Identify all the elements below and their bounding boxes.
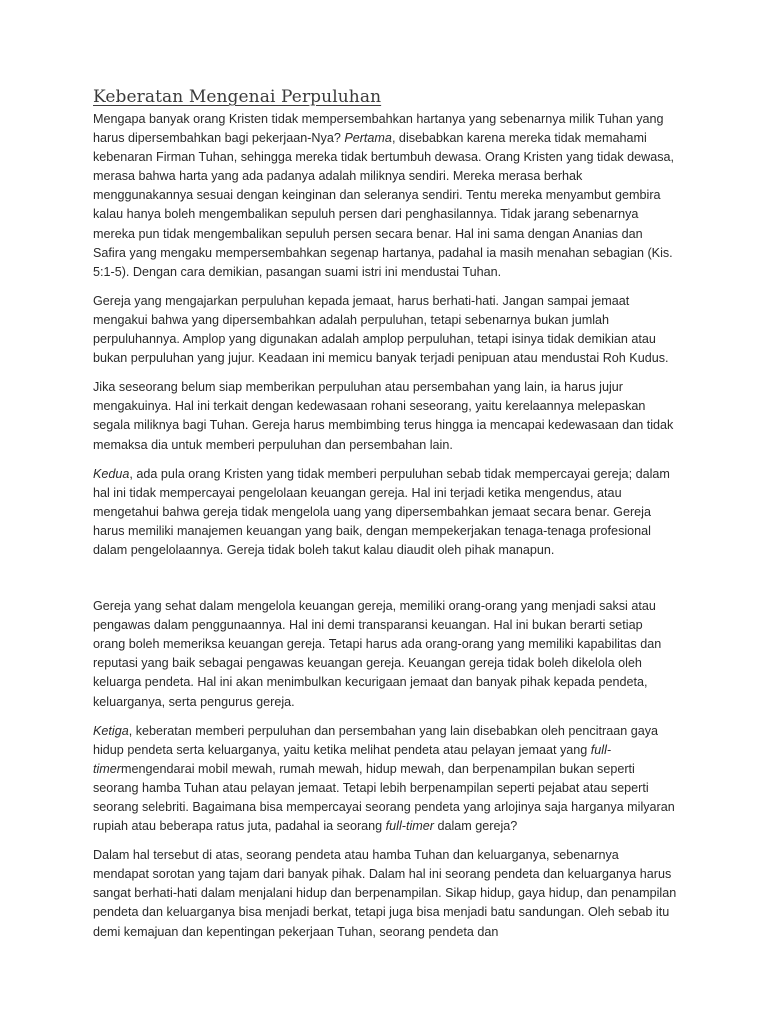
paragraph-4-emphasis-kedua: Kedua <box>93 466 130 481</box>
paragraph-4 <box>93 465 677 560</box>
paragraph-6-text-d: mengendarai mobil mewah, rumah mewah, hidup mewah, dan berpenampilan bukan seperti seorang hamba Tuhan atau pelayan jemaat. Tetapi lebih berpenampilan seperti pejabat atau seperti seorang selebriti. Bagaimana bisa mempercayai seorang pendeta yang arlojinya saja harganya milyaran rupiah atau beberapa ratus juta, padahal ia seorang <box>93 761 675 834</box>
paragraph-6 <box>93 722 677 837</box>
paragraph-6-emphasis-full-timer-1: full-timer <box>93 742 612 776</box>
paragraph-6-text-b: , keberatan memberi perpuluhan dan persembahan yang lain disebabkan oleh pencitraan gaya hidup pendeta serta keluarganya, yaitu ketika melihat pendeta atau pelayan jemaat yang <box>93 723 659 757</box>
document-title: Keberatan Mengenai Perpuluhan <box>93 87 382 107</box>
paragraph-4-text-b: , ada pula orang Kristen yang tidak memberi perpuluhan sebab tidak mempercayai gereja; dalam hal ini tidak mempercayai pengelolaan keuangan gereja. Hal ini terjadi ketika mengendus, atau mengetahui bahwa gereja tidak mengelola uang yang dipersembahkan jemaat secara benar. Gereja harus memiliki manajemen keuangan yang baik, dengan mempekerjakan tenaga-tenaga profesional dalam pengelolaannya. Gereja tidak boleh takut kalau diaudit oleh pihak manapun. <box>93 466 670 557</box>
paragraph-7: Dalam hal tersebut di atas, seorang pendeta atau hamba Tuhan dan keluarganya, sebenarnya mendapat sorotan yang tajam dari banyak pihak. Dalam hal ini seorang pendeta dan keluarganya harus sangat berhati-hati dalam menjalani hidup dan berpenampilan. Sikap hidup, gaya hidup, dan penampilan pendeta dan keluarganya bisa menjadi berkat, tetapi juga bisa menjadi batu sandungan. Oleh sebab itu demi kemajuan dan kepentingan pekerjaan Tuhan, seorang pendeta dan <box>93 848 677 939</box>
paragraph-2: Gereja yang mengajarkan perpuluhan kepada jemaat, harus berhati-hati. Jangan sampai jemaat mengakui bahwa yang dipersembahkan adalah perpuluhan, tetapi sebenarnya bukan jumlah perpuluhannya. Amplop yang digunakan adalah amplop perpuluhan, tetapi isinya tidak demikian atau bukan perpuluhan yang jujur. Keadaan ini memicu banyak terjadi penipuan atau mendustai Roh Kudus. <box>93 293 669 366</box>
paragraph-1-text-a: Mengapa banyak orang Kristen tidak mempersembahkan hartanya yang sebenarnya milik Tuhan yang harus dipersembahkan bagi pekerjaan-Nya? <box>93 112 664 146</box>
paragraph-5: Gereja yang sehat dalam mengelola keuangan gereja, memiliki orang-orang yang menjadi saksi atau pengawas dalam penggunaannya. Hal ini demi transparansi keuangan. Hal ini bukan berarti setiap orang boleh memeriksa keuangan gereja. Tetapi harus ada orang-orang yang memiliki kapabilitas dan reputasi yang baik sebagai pengawas keuangan gereja. Keuangan gereja tidak boleh dikelola oleh keluarga pendeta. Hal ini akan menimbulkan kecurigaan jemaat dan banyak pihak kepada pendeta, keluarganya, serta pengurus gereja. <box>93 599 662 709</box>
document-page <box>93 86 677 952</box>
paragraph-6-text-f: dalam gereja? <box>433 819 518 834</box>
paragraph-6-emphasis-ketiga: Ketiga <box>93 723 129 738</box>
paragraph-6-emphasis-full-timer-2: full-timer <box>385 819 434 834</box>
paragraph-3: Jika seseorang belum siap memberikan perpuluhan atau persembahan yang lain, ia harus jujur mengakuinya. Hal ini terkait dengan kedewasaan rohani seseorang, yaitu kerelaannya melepaskan segala miliknya bagi Tuhan. Gereja harus membimbing terus hingga ia mencapai kedewasaan dan tidak memaksa dia untuk memberi perpuluhan dan persembahan lain. <box>93 380 674 452</box>
paragraph-1-emphasis-pertama: Pertama <box>344 131 392 146</box>
paragraph-1-text-c: , disebabkan karena mereka tidak memahami kebenaran Firman Tuhan, sehingga mereka tidak bertumbuh dewasa. Orang Kristen yang tidak dewasa, merasa bahwa harta yang ada padanya adalah miliknya sendiri. Mereka merasa berhak menggunakannya sesuai dengan keinginan dan seleranya sendiri. Tentu mereka menyambut gembira kalau hanya boleh mengembalikan sepuluh persen dari penghasilannya. Tidak jarang sebenarnya mereka pun tidak mengembalikan sepuluh persen secara benar. Hal ini sama dengan Ananias dan Safira yang mengaku mempersembahkan segenap hartanya, padahal ia masih menahan sebagian (Kis. 5:1-5). Dengan cara demikian, pasangan suami istri ini mendustai Tuhan. <box>93 131 675 279</box>
paragraph-1 <box>93 110 677 282</box>
